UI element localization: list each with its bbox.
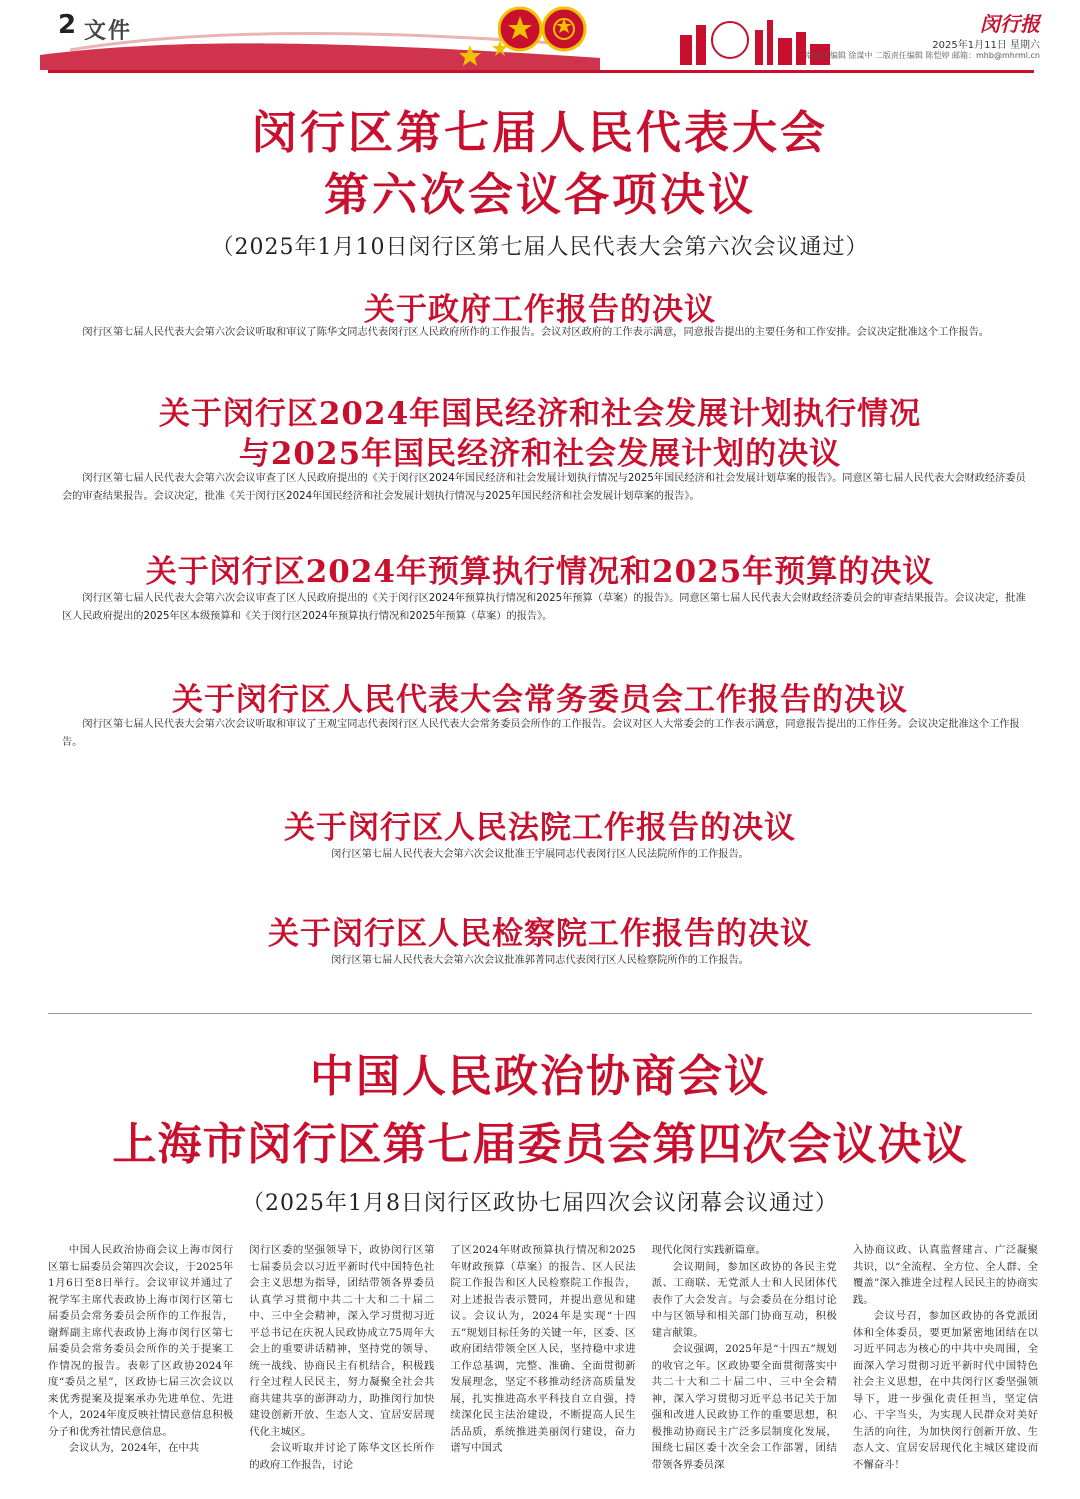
body-column [450,1242,635,1499]
paragraph: 了区2024年财政预算执行情况和2025年财政预算（草案）的报告、区人民法院工作报告和区人民检察院工作报告，对上述报告表示赞同，并提出意见和建议。会议认为，2024年是实现“十四五”规划目标任务的关键一年，区委、区政府团结带领全区人民，坚持稳中求进工作总基调，完整、准确、全面贯彻新发展理念，坚定不移推动经济高质量发展，扎实推进高水平科技自立自强，持续深化民主法治建设，不断提高人民生活品质，系统推进美丽闵行建设，奋力谱写中国式 [450,1244,636,1454]
header-rule [48,70,1034,73]
resolution-body: 闵行区第七届人民代表大会第六次会议审查了区人民政府提出的《关于闵行区2024年国民经济和社会发展计划执行情况与2025年国民经济和社会发展计划草案的报告》。同意区第七届人民代表大会财政经济委员会的审查结果报告。会议决定，批准《关于闵行区2024年国民经济和社会发展计划执行情况与2025年国民经济和社会发展计划草案的报告》。 [62,473,1026,502]
body-column [652,1242,837,1499]
cppcc-title-line2: 上海市闵行区第七届委员会第四次会议决议 [112,1119,968,1170]
resolution-body: 闵行区第七届人民代表大会第六次会议审查了区人民政府提出的《关于闵行区2024年预算执行情况和2025年预算（草案）的报告》。同意区第七届人民代表大会财政经济委员会的审查结果报告。会议决定，批准区人民政府提出的2025年区本级预算和《关于闵行区2024年预算执行情况和2025年预算（草案）的报告》。 [62,593,1026,622]
paragraph: 入协商议政、认真监督建言、广泛凝聚共识，以“全流程、全方位、全人群、全覆盖”深入推进全过程人民民主的协商实践。 [852,1244,1039,1306]
editors-line: 一版责任编辑 徐谋中 二版责任编辑 陈恺婷 邮箱：mhb@mhrml.cn [797,51,1040,60]
paragraph: 会议号召，参加区政协的各党派团体和全体委员，要更加紧密地团结在以习近平同志为核心的中共中央周围，全面深入学习贯彻习近平新时代中国特色社会主义思想，在中共闵行区委坚强领导下，进一步强化责任担当，坚定信心、干字当头，为实现人民群众对美好生活的向往，为加快闵行创新开放、生态人文、宜居安居现代化主城区建设而不懈奋斗！ [852,1310,1039,1471]
resolution-title: 关于闵行区人民代表大会常务委员会工作报告的决议 [172,682,908,718]
resolution-title: 关于闵行区2024年预算执行情况和2025年预算的决议 [145,554,935,590]
paragraph: 现代化闵行实践新篇章。 [651,1244,766,1256]
resolution-body: 闵行区第七届人民代表大会第六次会议批准郭菁同志代表闵行区人民检察院所作的工作报告。 [331,955,749,966]
body-column [48,1242,233,1499]
paragraph: 中国人民政治协商会议上海市闵行区第七届委员会第四次会议，于2025年1月6日至8日举行。会议审议并通过了祝学军主席代表政协上海市闵行区第七届委员会常务委员会所作的工作报告，谢辉副主席代表政协上海市闵行区第七届委员会常务委员会所作的关于提案工作情况的报告。表彰了区政协2024年度“委员之星”，区政协七届三次会议以来优秀提案及提案承办先进单位、先进个人，2024年度反映社情民意信息积极分子和优秀社情民意信息。 [48,1244,234,1438]
resolution-body: 闵行区第七届人民代表大会第六次会议批准王宇展同志代表闵行区人民法院所作的工作报告。 [331,849,749,860]
page-header [0,0,1080,74]
cppcc-title-line1: 中国人民政治协商会议 [310,1051,770,1102]
paragraph: 会议听取并讨论了陈华文区长所作的政府工作报告，讨论 [249,1442,435,1471]
section-name: 文件 [84,19,133,44]
emblems-icon [498,4,588,54]
body-column [853,1242,1038,1499]
issue-date: 2025年1月11日 星期六 [932,40,1040,51]
resolution-body: 闵行区第七届人民代表大会第六次会议听取和审议了陈华文同志代表闵行区人民政府所作的工作报告。会议对区政府的工作表示满意，同意报告提出的主要任务和工作安排。会议决定批准这个工作报告。 [82,327,990,338]
paper-name: 闵行报 [980,12,1040,36]
npc-title-line1: 闵行区第七届人民代表大会 [251,106,828,159]
paragraph: 会议认为，2024年，在中共 [68,1442,200,1454]
resolution-title: 关于闵行区人民法院工作报告的决议 [284,810,796,846]
npc-title-line2: 第六次会议各项决议 [323,168,756,221]
resolution-title: 关于政府工作报告的决议 [364,292,716,328]
cppcc-body-columns [48,1242,1038,1499]
page-number: 2 [58,10,77,40]
cppcc-subtitle: （2025年1月8日闵行区政协七届四次会议闭幕会议通过） [242,1191,838,1216]
resolution-body: 闵行区第七届人民代表大会第六次会议听取和审议了王观宝同志代表闵行区人民代表大会常务委员会所作的工作报告。会议对区人大常委会的工作表示满意，同意报告提出的工作任务。会议决定批准这个工作报告。 [62,719,1020,748]
paragraph: 会议强调，2025年是“十四五”规划的收官之年。区政协要全面贯彻落实中共二十大和二十届二中、三中全会精神，深入学习贯彻习近平总书记关于加强和改进人民政协工作的重要思想，积极推动协商民主广泛多层制度化发展，围绕七届区委十次全会工作部署，团结带领各界委员深 [651,1343,837,1471]
paragraph: 闵行区委的坚强领导下，政协闵行区第七届委员会以习近平新时代中国特色社会主义思想为指导，团结带领各界委员认真学习贯彻中共二十大和二十届二中、三中全会精神，深入学习贯彻习近平总书记在庆祝人民政协成立75周年大会上的重要讲话精神，坚持党的领导、统一战线、协商民主有机结合，积极践行全过程人民民主，努力凝聚全社会共商共建共享的澎湃动力，助推闵行加快建设创新开放、生态人文、宜居安居现代化主城区。 [249,1244,435,1438]
body-column [249,1242,434,1499]
section-divider [48,1013,1032,1014]
resolution-title: 与2025年国民经济和社会发展计划的决议 [238,436,842,472]
resolution-title: 关于闵行区人民检察院工作报告的决议 [268,916,812,952]
resolution-title: 关于闵行区2024年国民经济和社会发展计划执行情况 [158,396,922,432]
paragraph: 会议期间，参加区政协的各民主党派、工商联、无党派人士和人民团体代表作了大会发言。与会委员在分组讨论中与区领导和相关部门协商互动，积极建言献策。 [651,1260,837,1339]
npc-subtitle: （2025年1月10日闵行区第七届人民代表大会第六次会议通过） [211,235,869,260]
